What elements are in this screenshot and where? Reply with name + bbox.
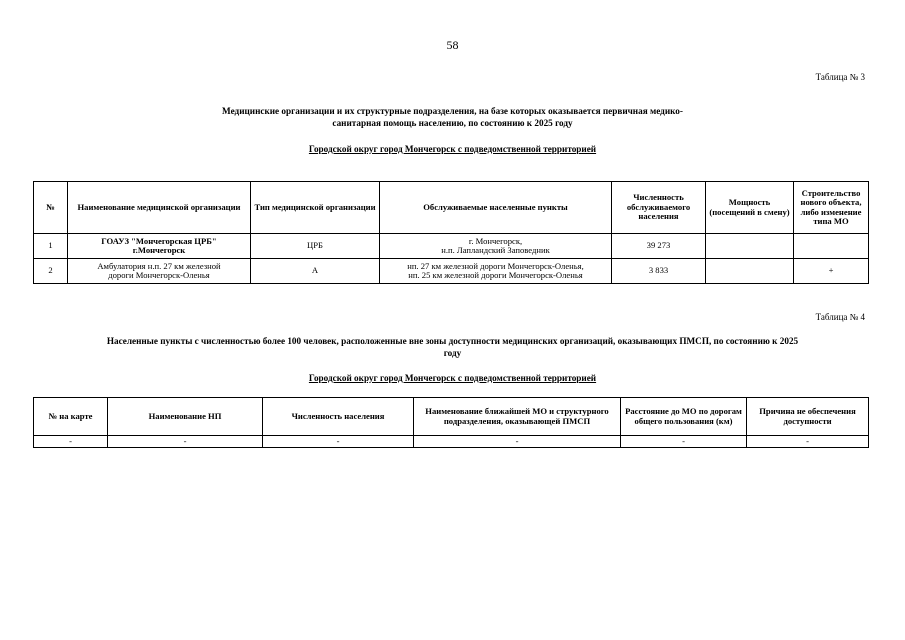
cell-name-line1: Амбулатория н.п. 27 км железной xyxy=(97,260,221,271)
table4-header-row xyxy=(34,398,869,436)
table-row xyxy=(34,234,869,259)
page-number: 58 xyxy=(446,38,459,52)
table4-header-distance: Расстояние до МО по дорогам общего пользования (км) xyxy=(621,398,747,436)
cell-name-line2: г.Мончегорск xyxy=(132,245,186,255)
table4-header-map-num: № на карте xyxy=(34,398,108,436)
cell-construction xyxy=(794,234,869,259)
cell-capacity xyxy=(706,259,794,284)
table4-header-population: Численность населения xyxy=(263,398,414,436)
table4-header-reason: Причина не обеспечения доступности xyxy=(747,398,869,436)
cell-settlements xyxy=(380,259,612,284)
table3-header-row xyxy=(34,182,869,234)
table3-header-construction: Строительство нового объекта, либо изменение типа МО xyxy=(794,182,869,234)
table3-header-capacity: Мощность (посещений в смену) xyxy=(706,182,794,234)
table4-title-line1: Населенные пункты с численностью более 100 человек, расположенные вне зоны доступности медицинских организаций, оказывающих ПМСП, по состоянию к 2025 xyxy=(106,336,799,346)
table4 xyxy=(33,397,869,448)
cell-distance: - xyxy=(621,436,747,448)
table3-subtitle: Городской округ город Мончегорск с подведомственной территорией xyxy=(308,144,597,154)
cell-map-num: - xyxy=(34,436,108,448)
cell-capacity xyxy=(706,234,794,259)
table3-header-name: Наименование медицинской организации xyxy=(68,182,251,234)
cell-settlements-line2: н.п. Лапландский Заповедник xyxy=(441,245,550,255)
cell-name-line1: ГОАУЗ "Мончегорская ЦРБ" xyxy=(101,235,217,246)
cell-type: А xyxy=(251,259,380,284)
table4-header-nearest-mo: Наименование ближайшей МО и структурного подразделения, оказывающей ПМСП xyxy=(414,398,621,436)
table4-subtitle: Городской округ город Мончегорск с подведомственной территорией xyxy=(308,373,597,383)
cell-population: 39 273 xyxy=(612,234,706,259)
cell-num: 1 xyxy=(34,234,68,259)
cell-name xyxy=(68,259,251,284)
table3-title-line2: санитарная помощь населению, по состоянию к 2025 году xyxy=(332,117,573,128)
table3 xyxy=(33,181,869,284)
table4-header-settlement-name: Наименование НП xyxy=(108,398,263,436)
cell-settlements xyxy=(380,234,612,259)
cell-settlements-line1: г. Мончегорск, xyxy=(468,235,523,246)
cell-construction: + xyxy=(794,259,869,284)
table3-header-population: Численность обслуживаемого населения xyxy=(612,182,706,234)
table4-caption: Таблица № 4 xyxy=(815,312,865,322)
table3-header-type: Тип медицинской организации xyxy=(251,182,380,234)
cell-settlement-name: - xyxy=(108,436,263,448)
table3-caption: Таблица № 3 xyxy=(815,72,865,82)
table-row xyxy=(34,436,869,448)
cell-population: - xyxy=(263,436,414,448)
table4-title xyxy=(30,336,875,359)
cell-population: 3 833 xyxy=(612,259,706,284)
cell-type: ЦРБ xyxy=(251,234,380,259)
table3-title xyxy=(0,106,905,129)
cell-num: 2 xyxy=(34,259,68,284)
cell-name-line2: дороги Мончегорск-Оленья xyxy=(108,270,210,280)
cell-settlements-line1: нп. 27 км железной дороги Мончегорск-Оленья, xyxy=(407,260,584,271)
cell-nearest-mo: - xyxy=(414,436,621,448)
cell-name xyxy=(68,234,251,259)
table-row xyxy=(34,259,869,284)
table3-header-settlements: Обслуживаемые населенные пункты xyxy=(380,182,612,234)
cell-settlements-line2: нп. 25 км железной дороги Мончегорск-Оленья xyxy=(408,270,583,280)
table3-header-num: № xyxy=(34,182,68,234)
table3-title-line1: Медицинские организации и их структурные подразделения, на базе которых оказывается первичная медико- xyxy=(222,106,683,116)
table4-title-line2: году xyxy=(443,347,462,358)
cell-reason: - xyxy=(747,436,869,448)
